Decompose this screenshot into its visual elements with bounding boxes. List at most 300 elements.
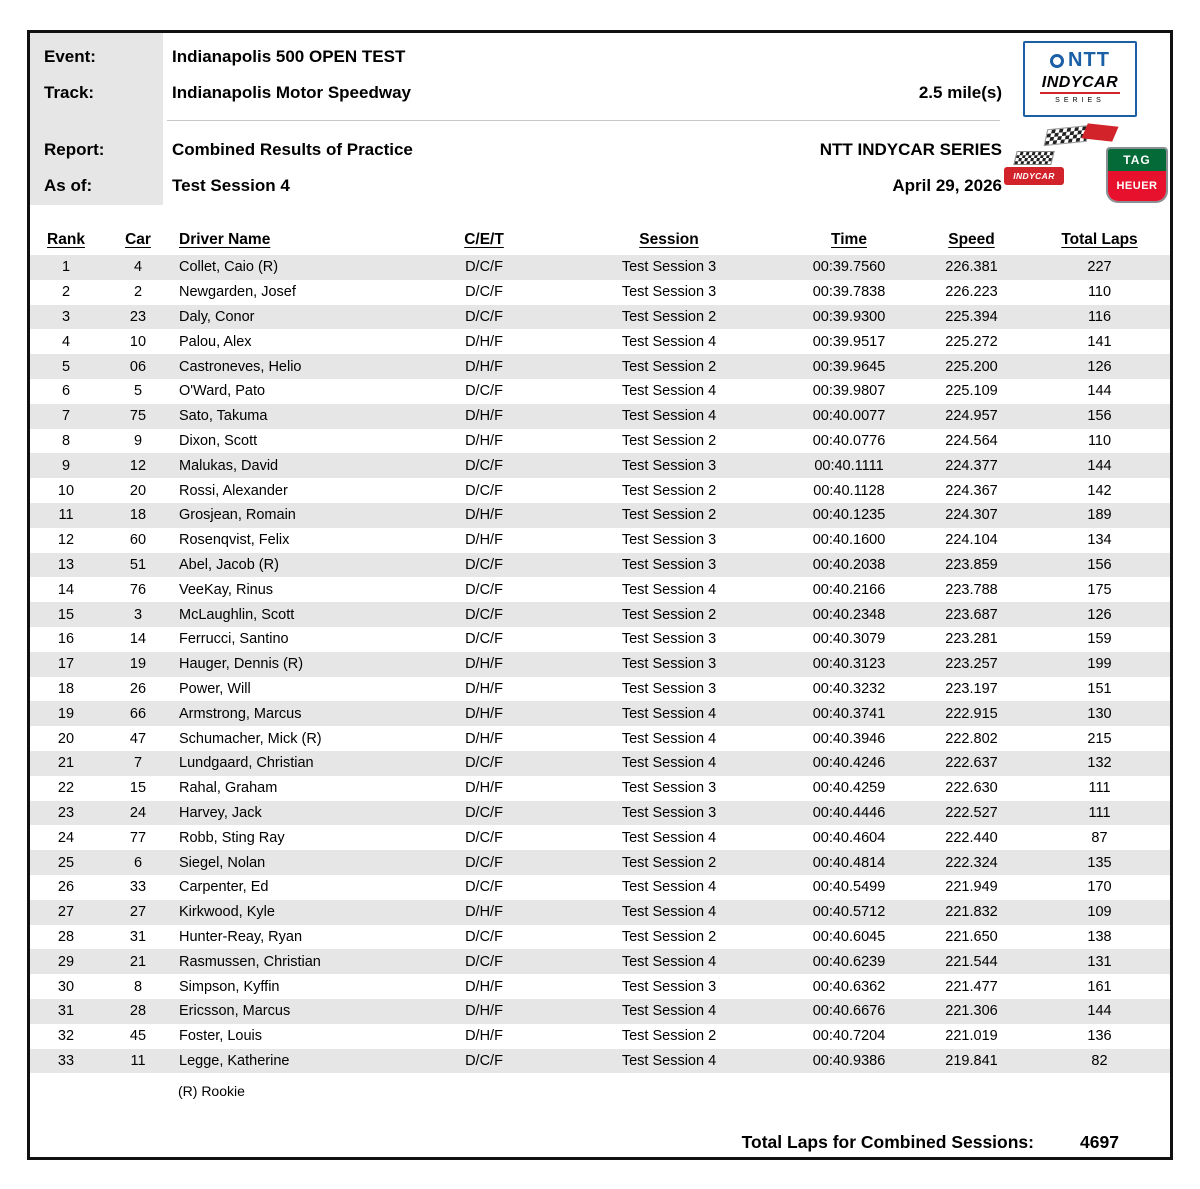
cell-cet: D/H/F (465, 680, 503, 697)
table-row (30, 949, 1170, 974)
cell-car: 45 (129, 1028, 147, 1045)
cell-rank: 33 (57, 1052, 75, 1069)
cell-driver: Rossi, Alexander (179, 482, 288, 499)
cell-cet: D/H/F (465, 1028, 503, 1045)
cell-rank: 29 (57, 953, 75, 970)
table-row (30, 627, 1170, 652)
column-header-laps: Total Laps (1061, 231, 1138, 248)
cell-car: 14 (129, 631, 147, 648)
table-row (30, 701, 1170, 726)
cell-speed: 226.381 (945, 259, 998, 276)
cell-time: 00:40.3232 (812, 680, 886, 697)
cell-laps: 151 (1087, 680, 1112, 697)
table-row (30, 453, 1170, 478)
table-row (30, 900, 1170, 925)
cell-time: 00:40.3079 (812, 631, 886, 648)
table-row (30, 503, 1170, 528)
cell-laps: 175 (1087, 581, 1112, 598)
cell-session: Test Session 4 (621, 755, 717, 772)
cell-cet: D/C/F (465, 829, 503, 846)
cell-laps: 144 (1087, 383, 1112, 400)
table-row (30, 751, 1170, 776)
cell-session: Test Session 2 (621, 358, 717, 375)
cell-laps: 141 (1087, 333, 1112, 350)
column-header-session: Session (639, 231, 699, 248)
cell-cet: D/H/F (465, 780, 503, 797)
cell-laps: 170 (1087, 879, 1112, 896)
cell-speed: 225.394 (945, 308, 998, 325)
cell-driver: Castroneves, Helio (179, 358, 302, 375)
cell-cet: D/C/F (465, 383, 503, 400)
cell-driver: Dixon, Scott (179, 432, 258, 449)
table-row (30, 404, 1170, 429)
cell-laps: 135 (1087, 854, 1112, 871)
track-length: 2.5 mile(s) (918, 83, 1002, 102)
cell-laps: 132 (1087, 755, 1112, 772)
cell-speed: 221.832 (945, 904, 998, 921)
table-row (30, 478, 1170, 503)
cell-speed: 221.477 (945, 978, 998, 995)
table-row (30, 553, 1170, 578)
cell-rank: 14 (57, 581, 75, 598)
cell-session: Test Session 2 (621, 854, 717, 871)
cell-cet: D/C/F (465, 606, 503, 623)
cell-time: 00:39.9645 (812, 358, 886, 375)
cell-session: Test Session 4 (621, 829, 717, 846)
cell-cet: D/C/F (465, 482, 503, 499)
cell-session: Test Session 2 (621, 482, 717, 499)
report-date: April 29, 2026 (892, 176, 1002, 195)
cell-rank: 3 (61, 308, 71, 325)
cell-laps: 110 (1087, 432, 1112, 449)
cell-laps: 111 (1088, 804, 1111, 821)
cell-time: 00:40.4259 (812, 780, 886, 797)
table-row (30, 354, 1170, 379)
table-row (30, 602, 1170, 627)
table-row (30, 1024, 1170, 1049)
cell-rank: 25 (57, 854, 75, 871)
cell-cet: D/H/F (465, 656, 503, 673)
ntt-wordmark: NTT (1068, 49, 1110, 71)
cell-session: Test Session 3 (621, 780, 717, 797)
table-row (30, 528, 1170, 553)
report-label: Report: (44, 140, 105, 159)
cell-time: 00:40.5499 (812, 879, 886, 896)
cell-car: 27 (129, 904, 147, 921)
cell-speed: 223.197 (945, 680, 998, 697)
cell-car: 47 (129, 730, 147, 747)
cell-rank: 19 (57, 705, 75, 722)
cell-speed: 221.650 (945, 928, 998, 945)
cell-speed: 222.440 (945, 829, 998, 846)
ntt-ring-icon (1050, 54, 1064, 68)
table-row (30, 305, 1170, 330)
cell-driver: Power, Will (179, 680, 251, 697)
indycar-red-swoosh (1040, 92, 1119, 94)
cell-driver: Carpenter, Ed (179, 879, 269, 896)
cell-car: 7 (133, 755, 143, 772)
cell-car: 23 (129, 308, 147, 325)
heuer-label: HEUER (1108, 171, 1166, 201)
cell-time: 00:39.7838 (812, 284, 886, 301)
event-value: Indianapolis 500 OPEN TEST (172, 47, 406, 66)
cell-speed: 223.788 (945, 581, 998, 598)
cell-session: Test Session 2 (621, 1028, 717, 1045)
cell-cet: D/H/F (465, 904, 503, 921)
cell-speed: 222.630 (945, 780, 998, 797)
cell-time: 00:40.5712 (812, 904, 886, 921)
table-row (30, 429, 1170, 454)
column-header-driver: Driver Name (179, 231, 271, 248)
table-row (30, 925, 1170, 950)
cell-driver: Robb, Sting Ray (179, 829, 285, 846)
cell-speed: 224.104 (945, 532, 998, 549)
total-laps-row (30, 1129, 1170, 1155)
cell-cet: D/H/F (465, 1003, 503, 1020)
cell-car: 51 (129, 556, 147, 573)
cell-laps: 111 (1088, 780, 1111, 797)
cell-time: 00:40.0776 (812, 432, 886, 449)
cell-rank: 13 (57, 556, 75, 573)
cell-time: 00:40.3741 (812, 705, 886, 722)
ntt-logo (1025, 49, 1135, 72)
results-head-row (30, 225, 1170, 255)
cell-session: Test Session 3 (621, 556, 717, 573)
asof-value: Test Session 4 (172, 176, 290, 195)
mini-checkered-flag-icon (1013, 151, 1054, 165)
cell-driver: Lundgaard, Christian (179, 755, 314, 772)
cell-rank: 22 (57, 780, 75, 797)
cell-time: 00:40.4446 (812, 804, 886, 821)
cell-speed: 221.019 (945, 1028, 998, 1045)
cell-laps: 161 (1087, 978, 1112, 995)
cell-rank: 23 (57, 804, 75, 821)
cell-session: Test Session 2 (621, 308, 717, 325)
table-row (30, 577, 1170, 602)
cell-speed: 223.257 (945, 656, 998, 673)
cell-time: 00:40.2348 (812, 606, 886, 623)
cell-car: 06 (129, 358, 147, 375)
cell-cet: D/H/F (465, 333, 503, 350)
indycar-badge-text: INDYCAR (1004, 167, 1064, 185)
column-header-car: Car (125, 231, 151, 248)
cell-car: 76 (129, 581, 147, 598)
cell-driver: Hunter-Reay, Ryan (179, 928, 303, 945)
cell-session: Test Session 4 (621, 705, 717, 722)
cell-driver: Harvey, Jack (179, 804, 262, 821)
cell-rank: 9 (61, 457, 71, 474)
cell-laps: 130 (1087, 705, 1112, 722)
report-row (30, 138, 1170, 162)
table-row (30, 329, 1170, 354)
cell-time: 00:40.6045 (812, 928, 886, 945)
cell-speed: 222.915 (945, 705, 998, 722)
cell-laps: 126 (1087, 606, 1112, 623)
table-row (30, 850, 1170, 875)
cell-speed: 222.324 (945, 854, 998, 871)
cell-car: 75 (129, 408, 147, 425)
cell-cet: D/C/F (465, 284, 503, 301)
cell-session: Test Session 4 (621, 1052, 717, 1069)
cell-cet: D/C/F (465, 755, 503, 772)
cell-laps: 227 (1087, 259, 1112, 276)
cell-laps: 215 (1087, 730, 1112, 747)
cell-laps: 82 (1091, 1052, 1108, 1069)
cell-cet: D/C/F (465, 854, 503, 871)
total-laps-label: Total Laps for Combined Sessions: (741, 1132, 1034, 1153)
cell-driver: Rasmussen, Christian (179, 953, 321, 970)
total-laps-value: 4697 (1080, 1132, 1119, 1153)
table-row (30, 677, 1170, 702)
cell-laps: 159 (1087, 631, 1112, 648)
cell-rank: 11 (58, 507, 74, 524)
results-table (30, 225, 1170, 1073)
cell-cet: D/H/F (465, 358, 503, 375)
cell-cet: D/C/F (465, 457, 503, 474)
cell-cet: D/H/F (465, 978, 503, 995)
cell-cet: D/C/F (465, 581, 503, 598)
cell-rank: 16 (57, 631, 75, 648)
cell-cet: D/C/F (465, 804, 503, 821)
cell-session: Test Session 4 (621, 383, 717, 400)
cell-rank: 26 (57, 879, 75, 896)
cell-car: 8 (133, 978, 143, 995)
asof-row (30, 174, 1170, 198)
cell-driver: Schumacher, Mick (R) (179, 730, 322, 747)
cell-rank: 27 (57, 904, 75, 921)
cell-session: Test Session 4 (621, 904, 717, 921)
cell-driver: Newgarden, Josef (179, 284, 296, 301)
cell-cet: D/C/F (465, 631, 503, 648)
event-label: Event: (44, 47, 96, 66)
table-row (30, 825, 1170, 850)
indycar-wordmark: INDYCAR (1041, 74, 1119, 91)
cell-session: Test Session 3 (621, 804, 717, 821)
cell-car: 33 (129, 879, 147, 896)
cell-laps: 87 (1091, 829, 1108, 846)
cell-time: 00:40.2166 (812, 581, 886, 598)
cell-driver: Daly, Conor (179, 308, 255, 325)
cell-laps: 131 (1087, 953, 1112, 970)
cell-time: 00:40.6239 (812, 953, 886, 970)
cell-speed: 225.272 (945, 333, 998, 350)
cell-time: 00:40.2038 (812, 556, 886, 573)
table-row (30, 652, 1170, 677)
cell-session: Test Session 2 (621, 606, 717, 623)
cell-car: 15 (129, 780, 147, 797)
cell-driver: Armstrong, Marcus (179, 705, 302, 722)
cell-rank: 2 (61, 284, 71, 301)
cell-speed: 224.367 (945, 482, 998, 499)
cell-cet: D/H/F (465, 730, 503, 747)
cell-rank: 31 (57, 1003, 75, 1020)
cell-speed: 222.637 (945, 755, 998, 772)
column-header-cet: C/E/T (464, 231, 504, 248)
cell-car: 2 (133, 284, 143, 301)
cell-session: Test Session 3 (621, 680, 717, 697)
cell-speed: 224.957 (945, 408, 998, 425)
red-flag-icon (1081, 123, 1118, 141)
cell-time: 00:40.4246 (812, 755, 886, 772)
cell-speed: 222.802 (945, 730, 998, 747)
cell-session: Test Session 4 (621, 581, 717, 598)
cell-laps: 189 (1087, 507, 1112, 524)
cell-rank: 21 (57, 755, 75, 772)
cell-speed: 222.527 (945, 804, 998, 821)
cell-laps: 110 (1087, 284, 1112, 301)
cell-speed: 221.544 (945, 953, 998, 970)
cell-session: Test Session 4 (621, 1003, 717, 1020)
cell-car: 60 (129, 532, 147, 549)
cell-time: 00:39.9807 (812, 383, 886, 400)
table-row (30, 379, 1170, 404)
cell-car: 6 (133, 854, 143, 871)
cell-cet: D/C/F (465, 308, 503, 325)
cell-rank: 18 (57, 680, 75, 697)
tag-label: TAG (1108, 149, 1166, 171)
track-row (30, 81, 1170, 105)
cell-laps: 142 (1087, 482, 1112, 499)
cell-cet: D/C/F (465, 1052, 503, 1069)
cell-session: Test Session 4 (621, 953, 717, 970)
cell-driver: Sato, Takuma (179, 408, 268, 425)
indycar-badge-logo (1004, 151, 1064, 185)
cell-driver: Legge, Katherine (179, 1052, 290, 1069)
cell-driver: O'Ward, Pato (179, 383, 266, 400)
cell-time: 00:40.1600 (812, 532, 886, 549)
ntt-indycar-series-logo (1023, 41, 1137, 117)
report-value: Combined Results of Practice (172, 140, 413, 159)
cell-car: 20 (129, 482, 147, 499)
table-row (30, 255, 1170, 280)
cell-speed: 224.307 (945, 507, 998, 524)
table-row (30, 974, 1170, 999)
cell-speed: 223.687 (945, 606, 998, 623)
cell-car: 26 (129, 680, 147, 697)
cell-driver: Grosjean, Romain (179, 507, 296, 524)
tag-heuer-logo (1106, 147, 1168, 203)
track-value: Indianapolis Motor Speedway (172, 83, 411, 102)
table-row (30, 999, 1170, 1024)
asof-label: As of: (44, 176, 93, 195)
cell-laps: 126 (1087, 358, 1112, 375)
cell-rank: 5 (61, 358, 71, 375)
cell-car: 12 (129, 457, 147, 474)
cell-time: 00:40.4814 (812, 854, 886, 871)
cell-session: Test Session 2 (621, 432, 717, 449)
cell-car: 5 (133, 383, 143, 400)
cell-time: 00:40.4604 (812, 829, 886, 846)
cell-time: 00:40.9386 (812, 1052, 886, 1069)
cell-cet: D/C/F (465, 928, 503, 945)
table-row (30, 280, 1170, 305)
cell-rank: 10 (57, 482, 75, 499)
cell-laps: 144 (1087, 457, 1112, 474)
cell-car: 9 (133, 432, 143, 449)
cell-laps: 116 (1087, 308, 1112, 325)
cell-rank: 4 (61, 333, 71, 350)
cell-cet: D/H/F (465, 507, 503, 524)
cell-speed: 221.949 (945, 879, 998, 896)
cell-car: 10 (129, 333, 147, 350)
cell-driver: Rosenqvist, Felix (179, 532, 290, 549)
cell-time: 00:40.3946 (812, 730, 886, 747)
cell-rank: 20 (57, 730, 75, 747)
cell-cet: D/C/F (465, 879, 503, 896)
cell-car: 19 (129, 656, 147, 673)
cell-session: Test Session 4 (621, 730, 717, 747)
cell-time: 00:39.9517 (812, 333, 886, 350)
cell-driver: Rahal, Graham (179, 780, 278, 797)
cell-rank: 1 (61, 259, 71, 276)
cell-session: Test Session 2 (621, 507, 717, 524)
cell-car: 18 (129, 507, 147, 524)
cell-laps: 109 (1087, 904, 1112, 921)
cell-cet: D/C/F (465, 953, 503, 970)
cell-laps: 156 (1087, 556, 1112, 573)
cell-time: 00:40.1128 (813, 482, 885, 499)
results-tbody (30, 255, 1170, 1073)
cell-speed: 225.109 (945, 383, 998, 400)
cell-time: 00:40.7204 (812, 1028, 886, 1045)
cell-driver: VeeKay, Rinus (179, 581, 274, 598)
cell-car: 66 (129, 705, 147, 722)
cell-driver: Collet, Caio (R) (179, 259, 279, 276)
crossed-flags-icon (1044, 122, 1118, 148)
series-label: SERIES (1055, 97, 1105, 104)
cell-time: 00:40.3123 (812, 656, 886, 673)
cell-speed: 221.306 (945, 1003, 998, 1020)
cell-car: 28 (129, 1003, 147, 1020)
cell-time: 00:40.6362 (812, 978, 886, 995)
cell-session: Test Session 4 (621, 408, 717, 425)
cell-speed: 223.281 (945, 631, 998, 648)
rookie-note: (R) Rookie (178, 1083, 245, 1100)
cell-rank: 17 (57, 656, 75, 673)
cell-speed: 224.377 (945, 457, 998, 474)
cell-car: 31 (129, 928, 147, 945)
cell-session: Test Session 3 (621, 631, 717, 648)
report-header (30, 33, 1170, 225)
cell-time: 00:40.1235 (812, 507, 886, 524)
table-row (30, 726, 1170, 751)
table-row (30, 801, 1170, 826)
cell-driver: Abel, Jacob (R) (179, 556, 279, 573)
cell-rank: 7 (61, 408, 71, 425)
cell-rank: 24 (57, 829, 75, 846)
cell-session: Test Session 2 (621, 928, 717, 945)
cell-car: 21 (129, 953, 147, 970)
cell-driver: Malukas, David (179, 457, 279, 474)
cell-laps: 156 (1087, 408, 1112, 425)
table-row (30, 776, 1170, 801)
cell-car: 3 (133, 606, 143, 623)
cell-laps: 144 (1087, 1003, 1112, 1020)
cell-driver: Foster, Louis (179, 1028, 263, 1045)
cell-driver: Simpson, Kyffin (179, 978, 280, 995)
cell-time: 00:40.1111 (814, 457, 884, 474)
cell-session: Test Session 3 (621, 284, 717, 301)
cell-rank: 32 (57, 1028, 75, 1045)
cell-session: Test Session 3 (621, 656, 717, 673)
cell-session: Test Session 3 (621, 978, 717, 995)
cell-session: Test Session 4 (621, 333, 717, 350)
cell-speed: 226.223 (945, 284, 998, 301)
cell-session: Test Session 3 (621, 457, 717, 474)
cell-car: 11 (130, 1052, 146, 1069)
table-row (30, 875, 1170, 900)
column-header-rank: Rank (47, 231, 85, 248)
